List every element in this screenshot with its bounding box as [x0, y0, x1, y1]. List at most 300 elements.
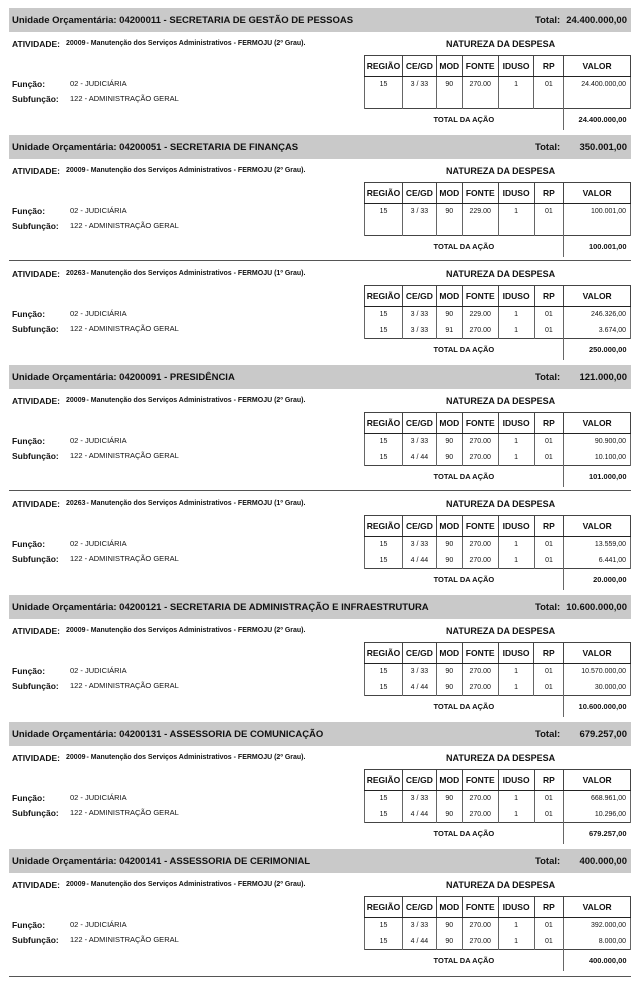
activity-label: ATIVIDADE: [12, 38, 61, 49]
funcao-label: Função: [12, 78, 46, 89]
activity-separator [9, 490, 631, 491]
total-acao-label: TOTAL DA AÇÃO [365, 950, 564, 971]
total-acao-label: TOTAL DA AÇÃO [365, 823, 564, 844]
funcao-value: 02 - JUDICIÁRIA [70, 793, 127, 802]
activity-label: ATIVIDADE: [12, 268, 61, 279]
unit-total-value: 679.257,00 [579, 728, 627, 740]
unit-header [9, 135, 631, 159]
column-header: RP [534, 643, 564, 664]
total-acao-value: 400.000,00 [564, 950, 631, 971]
subfuncao-label: Subfunção: [12, 680, 59, 691]
subfuncao-label: Subfunção: [12, 807, 59, 818]
table-cell: 270.00 [462, 537, 498, 553]
total-acao-label: TOTAL DA AÇÃO [365, 696, 564, 717]
table-cell: 15 [365, 934, 403, 950]
unit-title: Unidade Orçamentária: 04200121 - SECRETARIA DE ADMINISTRAÇÃO E INFRAESTRUTURA [12, 601, 429, 613]
column-header: MOD [436, 770, 462, 791]
column-header: FONTE [462, 643, 498, 664]
table-header-row [365, 897, 631, 918]
subfuncao-label: Subfunção: [12, 450, 59, 461]
natureza-heading: NATUREZA DA DESPESA [446, 165, 556, 176]
activity-header [9, 159, 631, 182]
column-header: CE/GD [402, 413, 436, 434]
table-row [365, 934, 631, 950]
table-row [365, 77, 631, 93]
column-header: RP [534, 516, 564, 537]
table-cell: 01 [534, 680, 564, 696]
table-cell-empty [564, 93, 631, 109]
page-end-rule [9, 976, 631, 977]
activity-code: 20009 [66, 754, 86, 761]
activity-header [9, 873, 631, 896]
column-header: IDUSO [498, 897, 534, 918]
table-row [365, 664, 631, 680]
subfuncao-line [12, 321, 179, 336]
column-header: FONTE [462, 183, 498, 204]
activity-body [9, 769, 631, 849]
activity-code: 20009 [66, 167, 86, 174]
column-header: FONTE [462, 56, 498, 77]
funcao-value: 02 - JUDICIÁRIA [70, 79, 127, 88]
column-header: REGIÃO [365, 516, 403, 537]
table-cell: 01 [534, 918, 564, 934]
table-cell: 1 [498, 918, 534, 934]
subfuncao-value: 122 - ADMINISTRAÇÃO GERAL [70, 681, 179, 690]
table-cell: 3 / 33 [402, 307, 436, 323]
subfuncao-value: 122 - ADMINISTRAÇÃO GERAL [70, 554, 179, 563]
activity-code: 20263 [66, 500, 86, 507]
subfuncao-value: 122 - ADMINISTRAÇÃO GERAL [70, 451, 179, 460]
column-header: MOD [436, 643, 462, 664]
table-cell: 229.00 [462, 204, 498, 220]
activity-description: - Manutenção dos Serviços Administrativos - FERMOJU (2º Grau). [86, 754, 306, 761]
natureza-heading: NATUREZA DA DESPESA [446, 395, 556, 406]
funcao-labels [12, 917, 179, 947]
column-header: IDUSO [498, 770, 534, 791]
funcao-value: 02 - JUDICIÁRIA [70, 436, 127, 445]
table-cell-empty [436, 93, 462, 109]
table-cell: 10.570.000,00 [564, 664, 631, 680]
table-cell: 3 / 33 [402, 537, 436, 553]
unit-header [9, 8, 631, 32]
column-header: RP [534, 56, 564, 77]
column-header: VALOR [564, 770, 631, 791]
table-cell-empty [462, 220, 498, 236]
table-cell: 15 [365, 807, 403, 823]
total-acao-value: 679.257,00 [564, 823, 631, 844]
natureza-heading: NATUREZA DA DESPESA [446, 752, 556, 763]
table-cell: 270.00 [462, 434, 498, 450]
column-header: FONTE [462, 413, 498, 434]
funcao-labels [12, 306, 179, 336]
table-cell: 3 / 33 [402, 77, 436, 93]
funcao-label: Função: [12, 205, 46, 216]
subfuncao-line [12, 678, 179, 693]
table-cell: 15 [365, 450, 403, 466]
table-cell: 270.00 [462, 664, 498, 680]
table-cell: 270.00 [462, 77, 498, 93]
activity-label: ATIVIDADE: [12, 498, 61, 509]
funcao-label: Função: [12, 919, 46, 930]
table-cell: 1 [498, 77, 534, 93]
total-acao-label: TOTAL DA AÇÃO [365, 569, 564, 590]
table-cell: 01 [534, 204, 564, 220]
table-cell: 90 [436, 664, 462, 680]
table-cell: 6.441,00 [564, 553, 631, 569]
table-cell: 4 / 44 [402, 553, 436, 569]
subfuncao-label: Subfunção: [12, 553, 59, 564]
funcao-value: 02 - JUDICIÁRIA [70, 309, 127, 318]
table-cell-empty [564, 220, 631, 236]
despesa-table [364, 896, 631, 971]
column-header: CE/GD [402, 183, 436, 204]
table-header-row [365, 413, 631, 434]
column-header: CE/GD [402, 643, 436, 664]
total-acao-value: 250.000,00 [564, 339, 631, 360]
table-cell: 1 [498, 434, 534, 450]
table-cell: 90 [436, 680, 462, 696]
total-acao-label: TOTAL DA AÇÃO [365, 339, 564, 360]
natureza-heading: NATUREZA DA DESPESA [446, 879, 556, 890]
unit-total-label: Total: [535, 855, 561, 867]
natureza-heading: NATUREZA DA DESPESA [446, 498, 556, 509]
table-cell: 01 [534, 664, 564, 680]
table-cell: 91 [436, 323, 462, 339]
table-cell: 90.900,00 [564, 434, 631, 450]
column-header: CE/GD [402, 516, 436, 537]
table-cell: 01 [534, 450, 564, 466]
table-cell: 1 [498, 664, 534, 680]
table-cell: 1 [498, 307, 534, 323]
funcao-line [12, 76, 179, 91]
table-cell: 246.326,00 [564, 307, 631, 323]
activity-header [9, 492, 631, 515]
activity-body [9, 55, 631, 135]
column-header: RP [534, 286, 564, 307]
table-cell: 270.00 [462, 918, 498, 934]
activity-label: ATIVIDADE: [12, 395, 61, 406]
table-cell-empty [498, 220, 534, 236]
subfuncao-label: Subfunção: [12, 93, 59, 104]
natureza-heading: NATUREZA DA DESPESA [446, 268, 556, 279]
total-acao-label: TOTAL DA AÇÃO [365, 109, 564, 130]
table-total-row [365, 236, 631, 257]
subfuncao-label: Subfunção: [12, 934, 59, 945]
activity-body [9, 285, 631, 365]
despesa-table [364, 55, 631, 130]
unit-total-label: Total: [535, 371, 561, 383]
funcao-line [12, 433, 179, 448]
funcao-value: 02 - JUDICIÁRIA [70, 206, 127, 215]
table-header-row [365, 56, 631, 77]
table-cell: 24.400.000,00 [564, 77, 631, 93]
table-total-row [365, 569, 631, 590]
funcao-line [12, 306, 179, 321]
table-cell: 392.000,00 [564, 918, 631, 934]
table-cell: 270.00 [462, 323, 498, 339]
column-header: VALOR [564, 897, 631, 918]
table-header-row [365, 770, 631, 791]
subfuncao-value: 122 - ADMINISTRAÇÃO GERAL [70, 935, 179, 944]
table-row [365, 434, 631, 450]
funcao-labels [12, 663, 179, 693]
table-cell-empty [365, 220, 403, 236]
activity-label: ATIVIDADE: [12, 165, 61, 176]
column-header: MOD [436, 286, 462, 307]
column-header: RP [534, 897, 564, 918]
table-cell: 3 / 33 [402, 918, 436, 934]
unit-title: Unidade Orçamentária: 04200131 - ASSESSORIA DE COMUNICAÇÃO [12, 728, 324, 740]
unit-header [9, 595, 631, 619]
unit-header [9, 365, 631, 389]
column-header: FONTE [462, 770, 498, 791]
unit-title: Unidade Orçamentária: 04200051 - SECRETARIA DE FINANÇAS [12, 141, 299, 153]
activity-label: ATIVIDADE: [12, 625, 61, 636]
subfuncao-value: 122 - ADMINISTRAÇÃO GERAL [70, 94, 179, 103]
table-cell: 15 [365, 77, 403, 93]
funcao-line [12, 663, 179, 678]
column-header: REGIÃO [365, 770, 403, 791]
subfuncao-value: 122 - ADMINISTRAÇÃO GERAL [70, 221, 179, 230]
table-cell: 90 [436, 307, 462, 323]
table-cell: 01 [534, 537, 564, 553]
unit-total-label: Total: [535, 14, 561, 26]
table-row [365, 918, 631, 934]
activity-label: ATIVIDADE: [12, 879, 61, 890]
funcao-labels [12, 536, 179, 566]
table-cell-empty [402, 93, 436, 109]
table-cell: 1 [498, 807, 534, 823]
column-header: RP [534, 413, 564, 434]
table-cell: 4 / 44 [402, 680, 436, 696]
activity-description: - Manutenção dos Serviços Administrativos - FERMOJU (2º Grau). [86, 167, 306, 174]
table-header-row [365, 643, 631, 664]
table-cell: 270.00 [462, 680, 498, 696]
table-cell: 4 / 44 [402, 450, 436, 466]
column-header: VALOR [564, 286, 631, 307]
table-cell-empty [462, 93, 498, 109]
funcao-line [12, 203, 179, 218]
table-cell-empty [498, 93, 534, 109]
table-cell: 3 / 33 [402, 434, 436, 450]
column-header: REGIÃO [365, 643, 403, 664]
table-cell: 3 / 33 [402, 664, 436, 680]
table-row [365, 791, 631, 807]
table-cell: 10.296,00 [564, 807, 631, 823]
column-header: RP [534, 770, 564, 791]
table-cell: 30.000,00 [564, 680, 631, 696]
subfuncao-line [12, 448, 179, 463]
unit-total-value: 10.600.000,00 [566, 601, 627, 613]
table-cell: 15 [365, 323, 403, 339]
subfuncao-label: Subfunção: [12, 220, 59, 231]
unit-header [9, 722, 631, 746]
activity-body [9, 412, 631, 492]
despesa-table [364, 515, 631, 590]
column-header: REGIÃO [365, 183, 403, 204]
column-header: VALOR [564, 643, 631, 664]
table-total-row [365, 696, 631, 717]
activity-separator [9, 260, 631, 261]
column-header: IDUSO [498, 286, 534, 307]
table-cell: 01 [534, 77, 564, 93]
activity-label: ATIVIDADE: [12, 752, 61, 763]
table-cell: 90 [436, 77, 462, 93]
unit-title: Unidade Orçamentária: 04200141 - ASSESSORIA DE CERIMONIAL [12, 855, 311, 867]
activity-header [9, 619, 631, 642]
despesa-table [364, 412, 631, 487]
total-acao-value: 100.001,00 [564, 236, 631, 257]
table-total-row [365, 109, 631, 130]
table-cell: 1 [498, 553, 534, 569]
column-header: REGIÃO [365, 286, 403, 307]
subfuncao-line [12, 932, 179, 947]
activity-header [9, 746, 631, 769]
total-acao-value: 101.000,00 [564, 466, 631, 487]
subfuncao-line [12, 805, 179, 820]
activity-code: 20009 [66, 881, 86, 888]
table-row-empty [365, 220, 631, 236]
unit-header [9, 849, 631, 873]
table-cell: 01 [534, 323, 564, 339]
activity-block [9, 32, 631, 135]
activity-description: - Manutenção dos Serviços Administrativos - FERMOJU (1º Grau). [86, 270, 306, 277]
table-row [365, 323, 631, 339]
column-header: VALOR [564, 516, 631, 537]
table-cell: 15 [365, 537, 403, 553]
table-cell: 90 [436, 918, 462, 934]
table-cell: 90 [436, 450, 462, 466]
activity-body [9, 182, 631, 262]
column-header: IDUSO [498, 183, 534, 204]
unit-total-value: 350.001,00 [579, 141, 627, 153]
unit-total-label: Total: [535, 728, 561, 740]
unit-total-value: 121.000,00 [579, 371, 627, 383]
activity-description: - Manutenção dos Serviços Administrativos - FERMOJU (2º Grau). [86, 881, 306, 888]
activity-block [9, 159, 631, 262]
funcao-line [12, 790, 179, 805]
column-header: FONTE [462, 897, 498, 918]
table-cell: 15 [365, 553, 403, 569]
table-header-row [365, 183, 631, 204]
total-acao-value: 10.600.000,00 [564, 696, 631, 717]
unit-title: Unidade Orçamentária: 04200091 - PRESIDÊNCIA [12, 371, 235, 383]
table-row [365, 307, 631, 323]
column-header: CE/GD [402, 897, 436, 918]
activity-code: 20009 [66, 40, 86, 47]
table-cell: 270.00 [462, 791, 498, 807]
table-cell: 90 [436, 934, 462, 950]
column-header: IDUSO [498, 516, 534, 537]
table-cell: 668.961,00 [564, 791, 631, 807]
table-cell-empty [365, 93, 403, 109]
activity-body [9, 515, 631, 595]
table-cell: 90 [436, 807, 462, 823]
table-cell: 15 [365, 918, 403, 934]
column-header: VALOR [564, 56, 631, 77]
table-cell: 1 [498, 204, 534, 220]
total-acao-value: 24.400.000,00 [564, 109, 631, 130]
activity-description: - Manutenção dos Serviços Administrativos - FERMOJU (2º Grau). [86, 627, 306, 634]
activity-description: - Manutenção dos Serviços Administrativos - FERMOJU (2º Grau). [86, 40, 306, 47]
subfuncao-value: 122 - ADMINISTRAÇÃO GERAL [70, 808, 179, 817]
activity-block [9, 746, 631, 849]
unit-total-value: 24.400.000,00 [566, 14, 627, 26]
table-row [365, 680, 631, 696]
column-header: IDUSO [498, 413, 534, 434]
table-cell: 01 [534, 307, 564, 323]
table-row [365, 537, 631, 553]
table-cell: 01 [534, 553, 564, 569]
column-header: CE/GD [402, 56, 436, 77]
despesa-table [364, 182, 631, 257]
funcao-label: Função: [12, 665, 46, 676]
table-cell: 15 [365, 307, 403, 323]
table-cell: 1 [498, 680, 534, 696]
unit-total-label: Total: [535, 601, 561, 613]
table-cell: 229.00 [462, 307, 498, 323]
unit-total-value: 400.000,00 [579, 855, 627, 867]
table-cell: 100.001,00 [564, 204, 631, 220]
table-row [365, 807, 631, 823]
column-header: FONTE [462, 286, 498, 307]
table-cell-empty [436, 220, 462, 236]
despesa-table [364, 285, 631, 360]
unit-total-label: Total: [535, 141, 561, 153]
funcao-line [12, 536, 179, 551]
table-cell: 15 [365, 791, 403, 807]
column-header: MOD [436, 56, 462, 77]
funcao-label: Função: [12, 435, 46, 446]
funcao-label: Função: [12, 538, 46, 549]
column-header: REGIÃO [365, 897, 403, 918]
table-cell: 01 [534, 434, 564, 450]
total-acao-label: TOTAL DA AÇÃO [365, 236, 564, 257]
total-acao-value: 20.000,00 [564, 569, 631, 590]
table-cell: 270.00 [462, 553, 498, 569]
table-cell: 01 [534, 791, 564, 807]
column-header: FONTE [462, 516, 498, 537]
column-header: CE/GD [402, 286, 436, 307]
activity-code: 20009 [66, 397, 86, 404]
budget-document [9, 8, 631, 977]
activity-body [9, 896, 631, 976]
unit-title: Unidade Orçamentária: 04200011 - SECRETARIA DE GESTÃO DE PESSOAS [12, 14, 354, 26]
table-cell: 90 [436, 434, 462, 450]
table-cell: 10.100,00 [564, 450, 631, 466]
table-row [365, 450, 631, 466]
column-header: IDUSO [498, 56, 534, 77]
despesa-table [364, 642, 631, 717]
activity-header [9, 389, 631, 412]
natureza-heading: NATUREZA DA DESPESA [446, 38, 556, 49]
table-cell: 4 / 44 [402, 807, 436, 823]
table-cell: 15 [365, 434, 403, 450]
table-cell: 1 [498, 791, 534, 807]
activity-code: 20263 [66, 270, 86, 277]
table-row [365, 204, 631, 220]
table-cell: 270.00 [462, 450, 498, 466]
table-total-row [365, 823, 631, 844]
column-header: REGIÃO [365, 413, 403, 434]
activity-body [9, 642, 631, 722]
column-header: VALOR [564, 183, 631, 204]
table-header-row [365, 516, 631, 537]
table-cell: 3 / 33 [402, 204, 436, 220]
column-header: MOD [436, 897, 462, 918]
activity-header [9, 262, 631, 285]
table-cell: 90 [436, 791, 462, 807]
